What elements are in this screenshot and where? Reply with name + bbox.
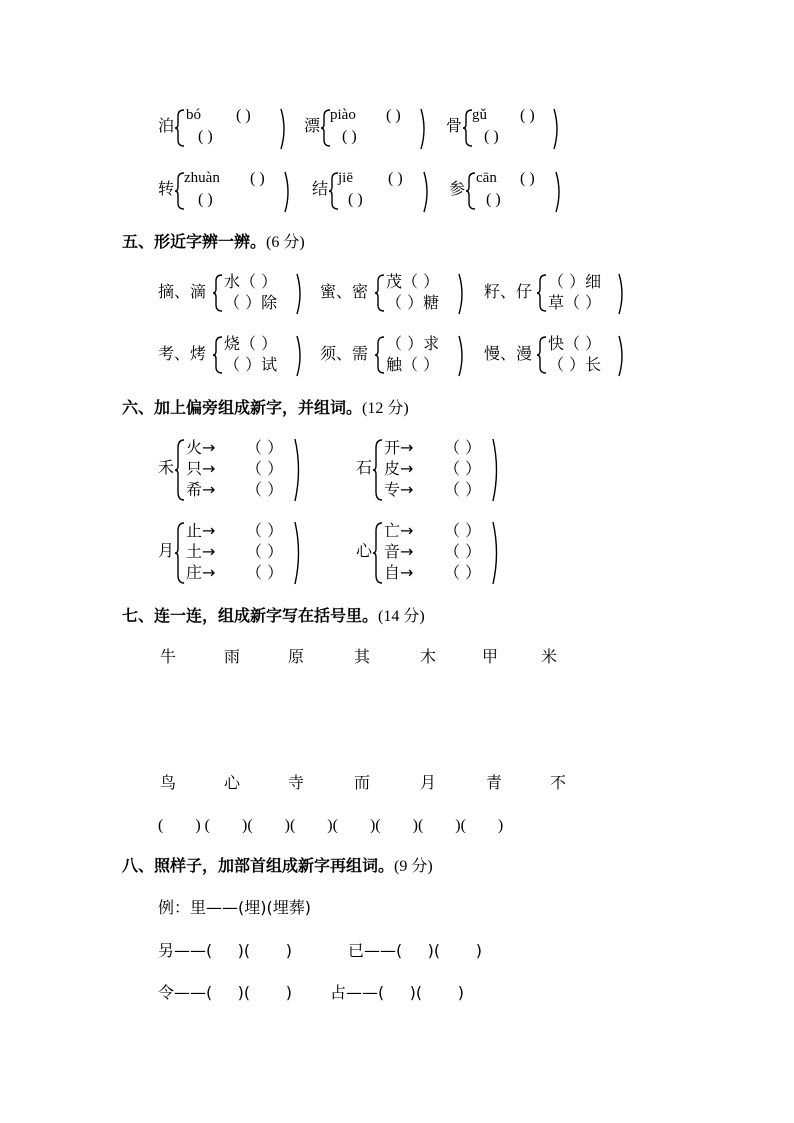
right-paren-icon (284, 171, 292, 213)
char-pair-label: 慢、漫 (484, 344, 533, 363)
base-char: 心 (356, 541, 373, 560)
match-bottom-char[interactable]: 不 (550, 773, 567, 792)
answer-slot[interactable]: （ ） (444, 480, 482, 499)
right-paren-icon (296, 273, 304, 315)
char-pair-label: 须、需 (320, 344, 369, 363)
answer-slot[interactable]: （ ） (246, 459, 284, 478)
answer-slot[interactable]: （ ） (444, 542, 482, 561)
left-brace-icon (536, 273, 548, 313)
example-line: 例：里——(埋)(埋葬) (158, 898, 311, 917)
fill-bottom[interactable]: （ ）试 (224, 355, 278, 374)
match-bottom-char[interactable]: 寺 (288, 773, 305, 792)
radical-part: 希 (186, 480, 203, 499)
fill-top[interactable]: 水（ ） (224, 272, 278, 291)
fill-top[interactable]: 快（ ） (548, 334, 602, 353)
exercise-line[interactable]: 已——( )( ) (348, 941, 483, 960)
answer-slot[interactable]: （ ） (444, 438, 482, 457)
answer-slot[interactable]: （ ） (444, 459, 482, 478)
answer-slot[interactable]: （ ） (246, 542, 284, 561)
left-brace-icon (212, 335, 224, 375)
radical-part: 只 (186, 459, 203, 478)
section-title: 八、照样子，加部首组成新字再组词。 (122, 856, 395, 875)
left-brace-icon (374, 273, 386, 313)
arrow-icon: → (202, 542, 216, 561)
section-five-heading (122, 234, 305, 251)
arrow-icon: → (400, 521, 414, 540)
pinyin-text: jiē (338, 170, 353, 186)
arrow-icon: → (202, 563, 216, 582)
radical-part: 音 (384, 542, 401, 561)
answer-paren[interactable]: ( ) (198, 128, 213, 145)
answer-slot[interactable]: （ ） (246, 521, 284, 540)
pinyin-char: 漂 (304, 116, 321, 135)
pinyin-text: zhuàn (184, 170, 220, 186)
section-seven-heading (122, 608, 425, 625)
arrow-icon: → (400, 459, 414, 478)
right-paren-icon (618, 273, 626, 315)
pinyin-char: 泊 (158, 116, 175, 135)
left-brace-icon (536, 335, 548, 375)
answer-slot[interactable]: （ ） (246, 563, 284, 582)
section-points: (9 分) (394, 858, 433, 875)
radical-part: 火 (186, 438, 203, 457)
pinyin-text: piào (330, 107, 356, 123)
arrow-icon: → (400, 542, 414, 561)
answer-paren[interactable]: ( ) (348, 191, 363, 208)
arrow-icon: → (202, 459, 216, 478)
match-bottom-char[interactable]: 心 (224, 773, 241, 792)
char-pair-label: 蜜、密 (320, 282, 369, 301)
match-top-char[interactable]: 原 (288, 647, 305, 666)
pinyin-text: cān (476, 170, 497, 186)
section-title: 五、形近字辨一辨。 (122, 232, 267, 251)
answer-line[interactable]: ( ) ( )( )( )( )( )( )( ) (158, 817, 504, 834)
fill-top[interactable]: （ ）细 (548, 272, 602, 291)
char-pair-label: 考、烤 (158, 344, 207, 363)
arrow-icon: → (400, 438, 414, 457)
section-points: (14 分) (378, 608, 425, 625)
match-top-char[interactable]: 雨 (224, 647, 241, 666)
section-six-heading (122, 400, 409, 417)
arrow-icon: → (202, 480, 216, 499)
radical-part: 开 (384, 438, 401, 457)
right-paren-icon (280, 108, 288, 150)
radical-part: 皮 (384, 459, 401, 478)
base-char: 石 (356, 458, 373, 477)
base-char: 禾 (158, 458, 175, 477)
section-eight-heading (122, 858, 433, 875)
match-bottom-char[interactable]: 而 (354, 773, 371, 792)
char-pair-label: 籽、仔 (484, 282, 533, 301)
match-top-char[interactable]: 牛 (160, 647, 177, 666)
answer-paren[interactable]: ( ) (386, 107, 401, 124)
answer-slot[interactable]: （ ） (246, 438, 284, 457)
right-paren-icon (294, 521, 302, 585)
left-brace-icon (372, 521, 384, 585)
pinyin-text: gǔ (472, 107, 487, 123)
section-points: (12 分) (362, 400, 409, 417)
answer-slot[interactable]: （ ） (444, 563, 482, 582)
radical-part: 止 (186, 521, 203, 540)
section-title: 七、连一连，组成新字写在括号里。 (122, 606, 379, 625)
base-char: 月 (158, 541, 175, 560)
right-paren-icon (492, 521, 500, 585)
fill-bottom[interactable]: （ ）长 (548, 355, 602, 374)
radical-part: 专 (384, 480, 401, 499)
left-brace-icon (374, 335, 386, 375)
right-paren-icon (618, 335, 626, 377)
answer-paren[interactable]: ( ) (520, 170, 535, 187)
pinyin-char: 转 (158, 179, 175, 198)
left-brace-icon (212, 273, 224, 313)
radical-part: 土 (186, 542, 203, 561)
left-brace-icon (174, 521, 186, 585)
left-brace-icon (372, 438, 384, 502)
char-pair-label: 摘、滴 (158, 282, 207, 301)
answer-paren[interactable]: ( ) (250, 170, 265, 187)
right-paren-icon (294, 438, 302, 502)
fill-top[interactable]: 茂（ ） (386, 272, 440, 291)
radical-part: 自 (384, 563, 401, 582)
answer-slot[interactable]: （ ） (246, 480, 284, 499)
match-bottom-char[interactable]: 月 (420, 773, 437, 792)
match-top-char[interactable]: 米 (541, 647, 558, 666)
match-top-char[interactable]: 木 (420, 647, 437, 666)
right-paren-icon (553, 108, 561, 150)
match-top-char[interactable]: 其 (354, 647, 371, 666)
pinyin-char: 结 (312, 179, 329, 198)
arrow-icon: → (202, 521, 216, 540)
radical-part: 亡 (384, 521, 401, 540)
pinyin-text: bó (186, 107, 201, 123)
right-paren-icon (423, 171, 431, 213)
radical-part: 庄 (186, 563, 203, 582)
arrow-icon: → (400, 480, 414, 499)
pinyin-char: 参 (449, 179, 466, 198)
fill-bottom[interactable]: （ ）糖 (386, 293, 440, 312)
match-bottom-char[interactable]: 青 (486, 773, 503, 792)
right-paren-icon (420, 108, 428, 150)
exercise-line[interactable]: 令——( )( ) (158, 983, 293, 1002)
pinyin-char: 骨 (446, 116, 463, 135)
match-bottom-char[interactable]: 鸟 (160, 773, 177, 792)
answer-paren[interactable]: ( ) (236, 107, 251, 124)
fill-top[interactable]: （ ）求 (386, 334, 440, 353)
answer-paren[interactable]: ( ) (342, 128, 357, 145)
fill-bottom[interactable]: 草（ ） (548, 293, 602, 312)
right-paren-icon (458, 273, 466, 315)
answer-paren[interactable]: ( ) (520, 107, 535, 124)
arrow-icon: → (400, 563, 414, 582)
answer-paren[interactable]: ( ) (388, 170, 403, 187)
answer-paren[interactable]: ( ) (198, 191, 213, 208)
exercise-line[interactable]: 另——( )( ) (158, 941, 293, 960)
fill-bottom[interactable]: 触（ ） (386, 355, 440, 374)
section-points: (6 分) (266, 234, 305, 251)
left-brace-icon (174, 108, 186, 148)
right-paren-icon (555, 171, 563, 213)
right-paren-icon (492, 438, 500, 502)
exercise-line[interactable]: 占——( )( ) (330, 983, 465, 1002)
right-paren-icon (296, 335, 304, 377)
fill-top[interactable]: 烧（ ） (224, 334, 278, 353)
answer-paren[interactable]: ( ) (484, 128, 499, 145)
left-brace-icon (174, 438, 186, 502)
answer-slot[interactable]: （ ） (444, 521, 482, 540)
match-top-char[interactable]: 甲 (482, 647, 499, 666)
section-title: 六、加上偏旁组成新字，并组词。 (122, 398, 363, 417)
fill-bottom[interactable]: （ ）除 (224, 293, 278, 312)
answer-paren[interactable]: ( ) (486, 191, 501, 208)
right-paren-icon (458, 335, 466, 377)
arrow-icon: → (202, 438, 216, 457)
